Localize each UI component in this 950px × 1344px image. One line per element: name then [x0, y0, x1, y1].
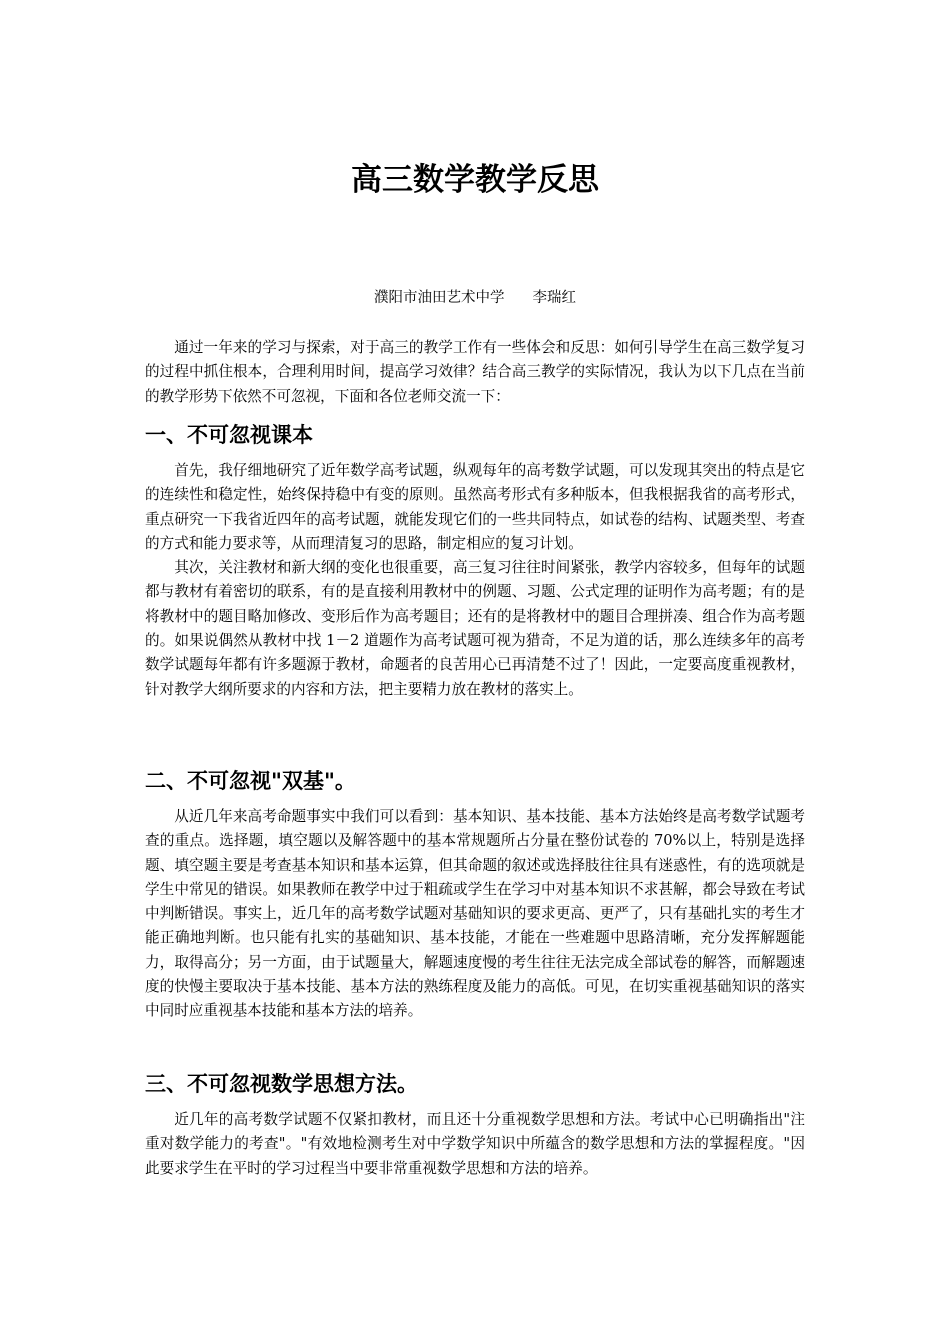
section-heading-2: 二、不可忽视"双基"。 — [145, 769, 356, 793]
intro-block — [145, 336, 805, 409]
section-3-body — [145, 1108, 805, 1181]
section-heading-3: 三、不可忽视数学思想方法。 — [145, 1072, 418, 1096]
section-1-paragraph-1: 首先，我仔细地研究了近年数学高考试题，纵观每年的高考数学试题，可以发现其突出的特点是它的连续性和稳定性，始终保持稳中有变的原则。虽然高考形式有多种版本，但我根据我省的高考形式，重点研究一下我省近四年的高考试题，就能发现它们的一些共同特点，如试卷的结构、试题类型、考查的方式和能力要求等，从而理清复习的思路，制定相应的复习计划。 — [145, 462, 805, 552]
section-heading-1: 一、不可忽视课本 — [145, 423, 313, 447]
intro-paragraph: 通过一年来的学习与探索，对于高三的教学工作有一些体会和反思：如何引导学生在高三数学复习的过程中抓住根本，合理利用时间，提高学习效律？结合高三教学的实际情况，我认为以下几点在当前的教学形势下依然不可忽视，下面和各位老师交流一下： — [145, 339, 805, 405]
document-title: 高三数学教学反思 — [351, 162, 599, 198]
section-3-paragraph-1: 近几年的高考数学试题不仅紧扣教材，而且还十分重视数学思想和方法。考试中心已明确指出"注重对数学能力的考查"。"有效地检测考生对中学数学知识中所蕴含的数学思想和方法的掌握程度。"因此要求学生在平时的学习过程当中要非常重视数学思想和方法的培养。 — [145, 1111, 805, 1177]
section-1-body — [145, 459, 805, 702]
author-name: 李瑞红 — [532, 290, 576, 306]
section-1-paragraph-2: 其次，关注教材和新大纲的变化也很重要，高三复习往往时间紧张，教学内容较多，但每年的试题都与教材有着密切的联系，有的是直接利用教材中的例题、习题、公式定理的证明作为高考题；有的是将教材中的题目略加修改、变形后作为高考题目；还有的是将教材中的题目合理拼凑、组合作为高考题的。如果说偶然从教材中找 1－2 道题作为高考试题可视为猎奇，不足为道的话，那么连续多年的高考数学试题每年都有许多题源于教材，命题者的良苦用心已再清楚不过了！因此，一定要高度重视教材，针对教学大纲所要求的内容和方法，把主要精力放在教材的落实上。 — [145, 559, 805, 698]
section-2-paragraph-1: 从近几年来高考命题事实中我们可以看到：基本知识、基本技能、基本方法始终是高考数学试题考查的重点。选择题，填空题以及解答题中的基本常规题所占分量在整份试卷的 70%以上，特别是选择题、填空题主要是考查基本知识和基本运算，但其命题的叙述或选择肢往往具有迷惑性，有的选项就是学生中常见的错误。如果教师在教学中过于粗疏或学生在学习中对基本知识不求甚解，都会导致在考试中判断错误。事实上，近几年的高考数学试题对基础知识的要求更高、更严了，只有基础扎实的考生才能正确地判断。也只能有扎实的基础知识、基本技能，才能在一些难题中思路清晰，充分发挥解题能力，取得高分；另一方面，由于试题量大，解题速度慢的考生往往无法完成全部试卷的解答，而解题速度的快慢主要取决于基本技能、基本方法的熟练程度及能力的高低。可见，在切实重视基础知识的落实中同时应重视基本技能和基本方法的培养。 — [145, 808, 805, 1020]
author-school: 濮阳市油田艺术中学 — [374, 290, 505, 306]
section-2-body — [145, 805, 805, 1024]
author-line — [0, 286, 950, 310]
